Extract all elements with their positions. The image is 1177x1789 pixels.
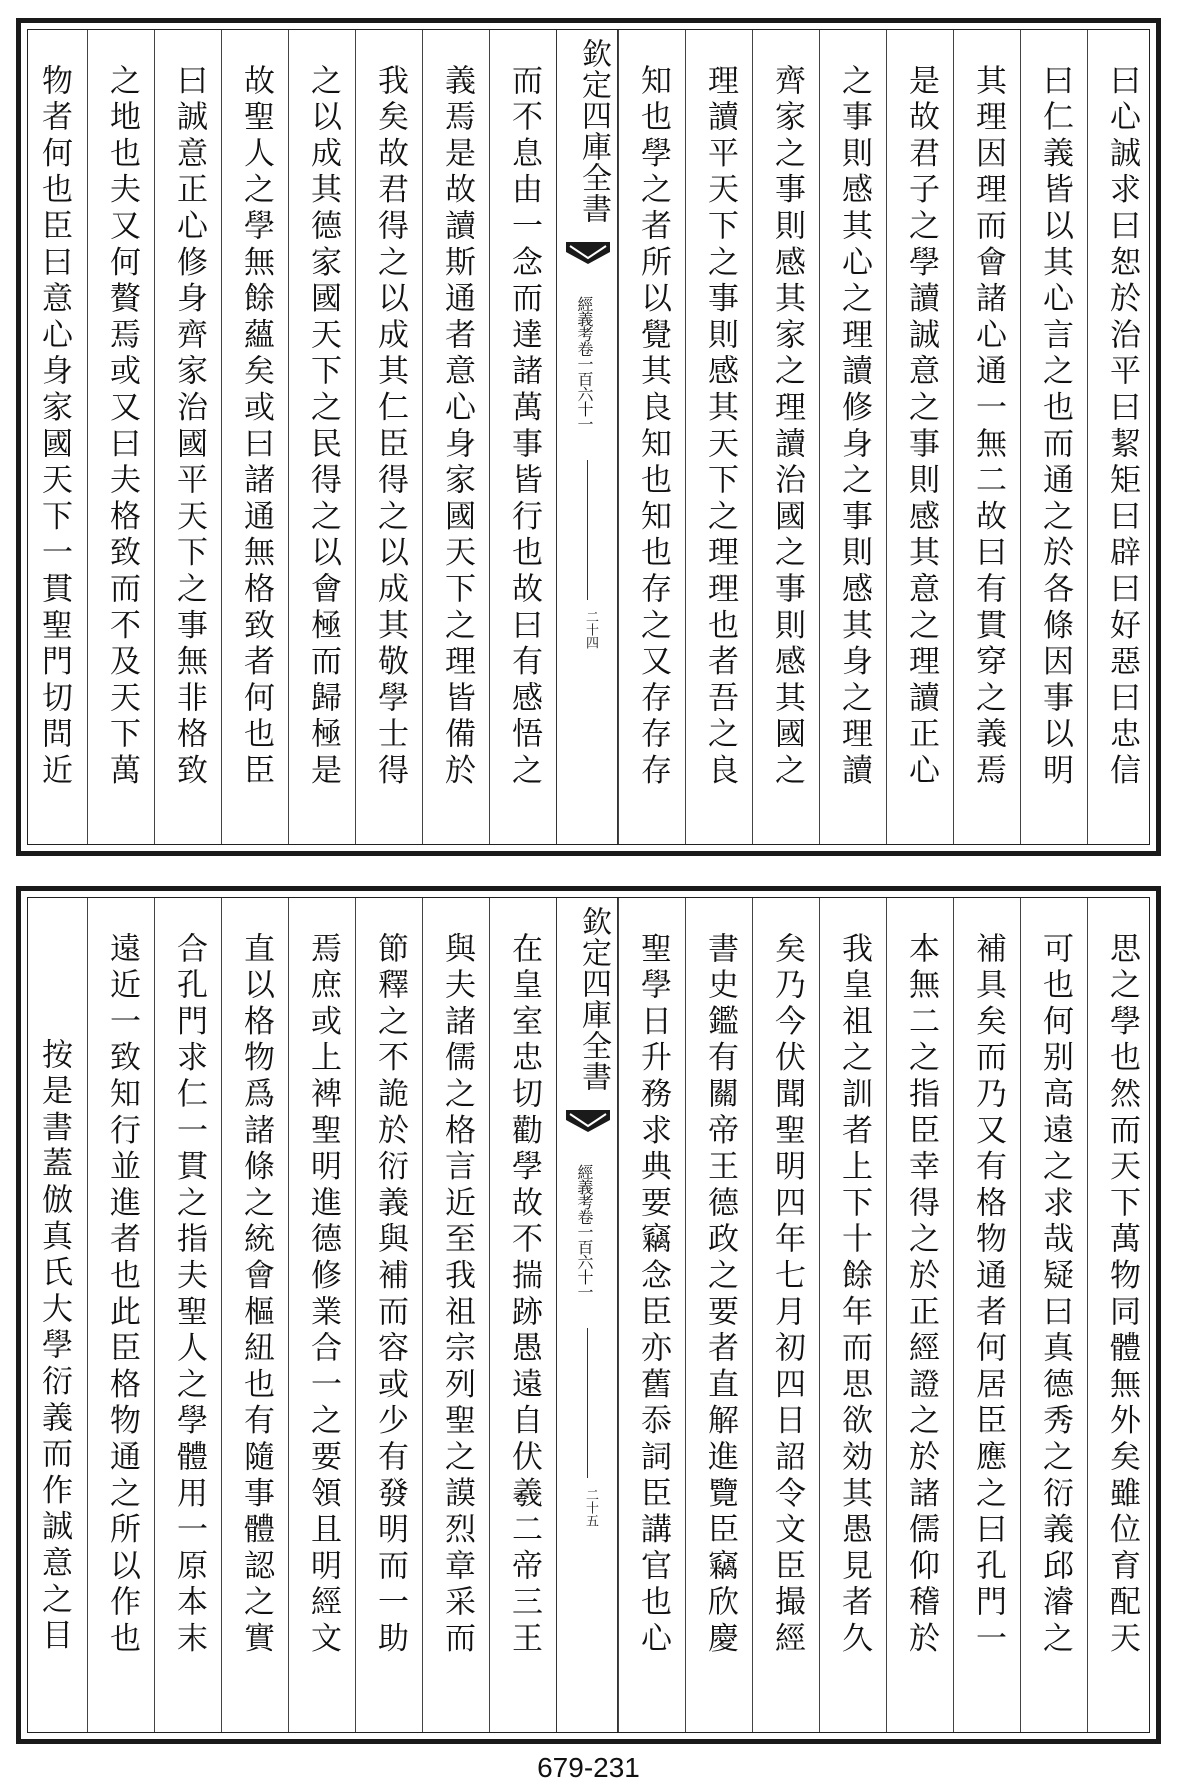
column-text: 書史鑑有關帝王德政之要者直解進覽臣竊欣慶 [702,932,738,1658]
column-text: 曰仁義皆以其心言之也而通之於各條因事以明 [1037,64,1073,790]
column-text: 故聖人之學無餘蘊矣或曰諸通無格致者何也臣 [238,64,274,790]
gutter-rule [587,1328,588,1478]
text-column [20,30,87,844]
gutter-rule [587,460,588,600]
bottom-page-inner-frame [27,897,1150,1733]
column-text: 思之學也然而天下萬物同體無外矣雖位育配天 [1104,932,1140,1658]
center-gutter [556,30,618,844]
text-column [819,30,886,844]
text-column [618,30,685,844]
text-column [886,30,953,844]
text-column [1087,898,1154,1732]
gutter-juan-label: 經義考卷一百六十一 [575,1164,594,1299]
text-column [154,898,221,1732]
column-text: 與夫諸儒之格言近至我祖宗列聖之謨烈章采而 [439,932,475,1658]
column-text: 可也何别高遠之求哉疑曰真德秀之衍義邱濬之 [1037,932,1073,1658]
text-column [355,30,422,844]
column-text: 曰誠意正心修身齊家治國平天下之事無非格致 [171,64,207,790]
text-column [819,898,886,1732]
column-text: 物者何也臣曰意心身家國天下一貫聖門切問近 [36,64,72,790]
column-text: 理讀平天下之事則感其天下之理理也者吾之良 [702,64,738,790]
column-text: 之事則感其心之理讀修身之事則感其身之理讀 [836,64,872,790]
text-column [87,898,154,1732]
text-column [288,898,355,1732]
text-column [953,898,1020,1732]
column-text: 而不息由一念而達諸萬事皆行也故曰有感悟之 [506,64,542,790]
column-text: 聖學日升務求典要竊念臣亦舊忝詞臣講官也心 [635,932,671,1658]
text-column [489,30,556,844]
text-column [1020,30,1087,844]
column-text: 是故君子之學讀誠意之事則感其意之理讀正心 [903,64,939,790]
text-column [489,898,556,1732]
column-text: 之以成其德家國天下之民得之以會極而歸極是 [305,64,341,790]
text-column [221,898,288,1732]
text-column [154,30,221,844]
center-gutter [556,898,618,1732]
column-text: 我皇祖之訓者上下十餘年而思欲効其愚見者久 [836,932,872,1658]
text-column [752,30,819,844]
column-text: 直以格物爲諸條之統會樞紐也有隨事體認之實 [238,932,274,1658]
text-column [886,898,953,1732]
text-column [618,898,685,1732]
gutter-title: 欽定四庫全書 [576,38,611,224]
text-column [1020,898,1087,1732]
column-text: 遠近一致知行並進者也此臣格物通之所以作也 [104,932,140,1658]
column-text: 知也學之者所以覺其良知也知也存之又存存存 [635,64,671,790]
text-column [288,30,355,844]
column-text: 按是書蓋倣真氏大學衍義而作誠意之目 [36,1038,72,1656]
gutter-page-label: 二十五 [583,1488,598,1527]
text-column [20,898,87,1732]
column-text: 補具矣而乃又有格物通者何居臣應之曰孔門一 [970,932,1006,1658]
fishtail-ornament-icon [566,1110,610,1132]
page-number: 679-231 [537,1752,640,1783]
column-text: 在皇室忠切勸學故不揣跡愚遠自伏羲二帝三王 [506,932,542,1658]
column-text: 本無二之指臣幸得之於正經證之於諸儒仰稽於 [903,932,939,1658]
bottom-page-frame [16,886,1161,1744]
column-text: 矣乃今伏聞聖明四年七月初四日詔令文臣撮經 [769,932,805,1658]
gutter-page-label: 二十四 [583,610,598,649]
column-text: 其理因理而會諸心通一無二故曰有貫穿之義焉 [970,64,1006,790]
gutter-title: 欽定四庫全書 [576,906,611,1092]
column-text: 節釋之不詭於衍義與補而容或少有發明而一助 [372,932,408,1658]
column-text: 之地也夫又何贅焉或又曰夫格致而不及天下萬 [104,64,140,790]
text-column [685,30,752,844]
column-text: 義焉是故讀斯通者意心身家國天下之理皆備於 [439,64,475,790]
column-text: 焉庶或上裨聖明進德修業合一之要領且明經文 [305,932,341,1658]
gutter-juan-label: 經義考卷一百六十一 [575,296,594,431]
text-column [87,30,154,844]
text-column [685,898,752,1732]
column-text: 曰心誠求曰恕於治平曰絜矩曰辟曰好惡曰忠信 [1104,64,1140,790]
text-column [221,30,288,844]
text-column [1087,30,1154,844]
top-page-inner-frame [27,29,1150,845]
column-text: 齊家之事則感其家之理讀治國之事則感其國之 [769,64,805,790]
text-column [422,30,489,844]
text-column [422,898,489,1732]
fishtail-ornament-icon [566,242,610,264]
text-column [752,898,819,1732]
text-column [355,898,422,1732]
column-text: 合孔門求仁一貫之指夫聖人之學體用一原本末 [171,932,207,1658]
text-column [953,30,1020,844]
column-text: 我矣故君得之以成其仁臣得之以成其敬學士得 [372,64,408,790]
top-page-frame [16,18,1161,856]
